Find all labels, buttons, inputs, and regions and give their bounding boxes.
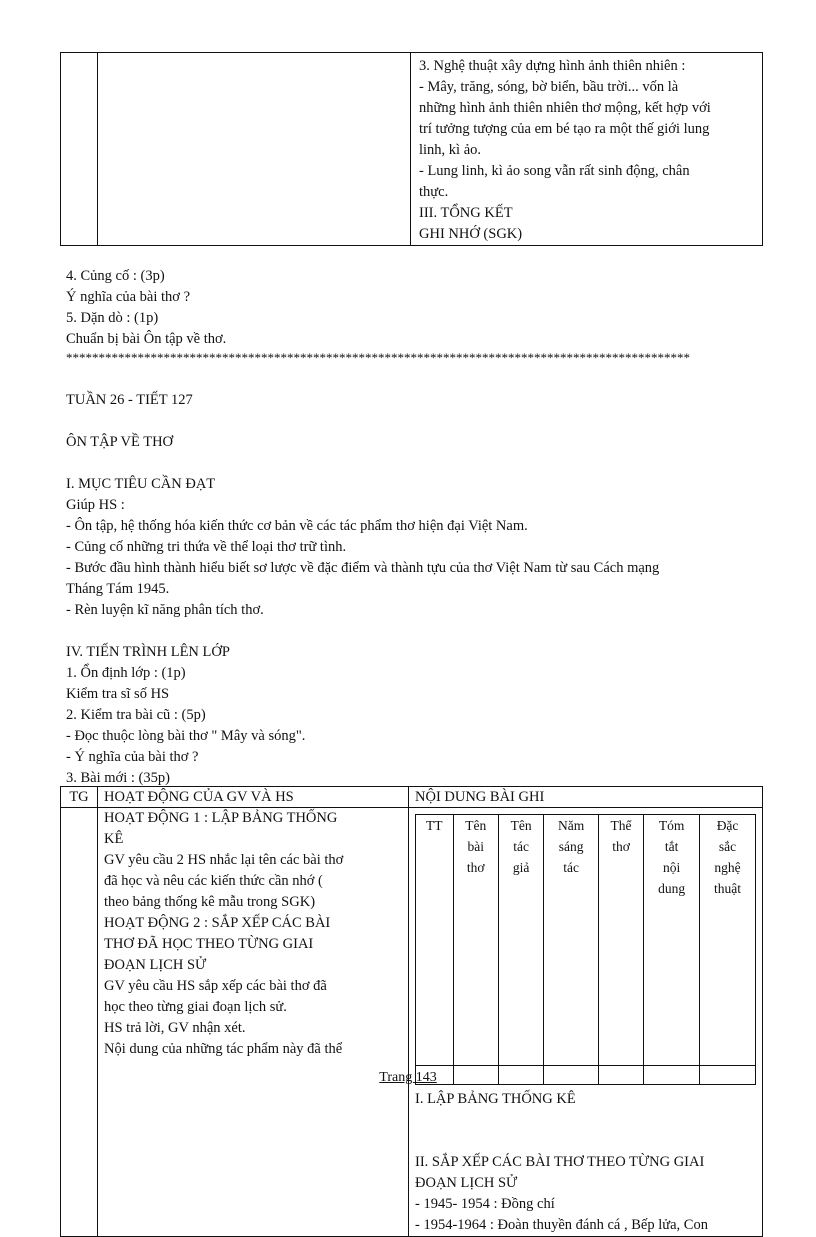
period-item: - 1945- 1954 : Đồng chí bbox=[415, 1196, 555, 1212]
separator-stars: ************************************************************************************************ bbox=[66, 350, 690, 365]
activity-line: đã học và nêu các kiến thức cần nhớ ( bbox=[104, 873, 323, 889]
header-activity: HOẠT ĐỘNG CỦA GV VÀ HS bbox=[98, 787, 409, 808]
content-line: - Lung linh, kì ảo song vẫn rất sinh động, chân bbox=[419, 163, 690, 179]
header-content: NỘI DUNG BÀI GHI bbox=[409, 787, 763, 808]
header-word: Tên bbox=[510, 818, 532, 833]
period-item: - 1954-1964 : Đoàn thuyền đánh cá , Bếp lửa, Con bbox=[415, 1217, 708, 1233]
content-line: GHI NHỚ (SGK) bbox=[419, 226, 523, 242]
right-items bbox=[415, 1194, 756, 1236]
content-line: III. TỔNG KẾT bbox=[419, 205, 513, 221]
activity-line: KÊ bbox=[104, 831, 124, 847]
header-word: giả bbox=[512, 860, 530, 875]
activity-line: THƠ ĐÃ HỌC THEO TỪNG GIAI bbox=[104, 936, 314, 952]
stat-table-header-cell bbox=[453, 815, 498, 1066]
top-table bbox=[60, 52, 763, 246]
stat-table-header-cell bbox=[544, 815, 599, 1066]
week-title: TUẦN 26 - TIẾT 127 bbox=[66, 392, 193, 408]
main-col-tg bbox=[61, 808, 98, 1237]
content-line: - Mây, trăng, sóng, bờ biển, bầu trời... vốn là bbox=[419, 79, 679, 95]
header-word: nội bbox=[663, 860, 681, 875]
page-number: Trang 143 bbox=[379, 1070, 437, 1085]
text-line: 4. Củng cố : (3p) bbox=[66, 268, 165, 284]
content-line: trí tưởng tượng của em bé tạo ra một thế giới lung bbox=[419, 121, 710, 137]
main-col-content bbox=[409, 808, 763, 1237]
text-line: Ý nghĩa của bài thơ ? bbox=[66, 289, 191, 305]
objective-line: Giúp HS : bbox=[66, 497, 125, 513]
header-word: tắt bbox=[664, 839, 679, 854]
heading-line: ĐOẠN LỊCH SỬ bbox=[415, 1175, 518, 1191]
stat-table-header bbox=[416, 815, 756, 1066]
header-word: sắc bbox=[718, 839, 737, 854]
procedure-line: - Ý nghĩa của bài thơ ? bbox=[66, 749, 199, 765]
main-col-activity bbox=[98, 808, 409, 1237]
right-heading-2 bbox=[415, 1152, 756, 1194]
objective-line: - Bước đầu hình thành hiểu biết sơ lược về đặc điểm và thành tựu của thơ Việt Nam từ sau Cách mạng bbox=[66, 560, 660, 576]
activity-text bbox=[98, 808, 408, 1060]
activity-line: GV yêu cầu 2 HS nhắc lại tên các bài thơ bbox=[104, 852, 344, 868]
header-word: tác bbox=[513, 839, 529, 854]
header-word: tác bbox=[563, 860, 579, 875]
procedure-line: Kiểm tra sĩ số HS bbox=[66, 686, 170, 702]
objective-line: - Củng cố những tri thứa về thể loại thơ trữ tình. bbox=[66, 539, 347, 555]
top-table-col-activity bbox=[98, 53, 411, 246]
header-word: dung bbox=[658, 881, 686, 896]
stat-table bbox=[415, 814, 756, 1085]
header-word: Tên bbox=[465, 818, 487, 833]
text-line: Chuẩn bị bài Ôn tập về thơ. bbox=[66, 331, 227, 347]
header-word: Thể bbox=[610, 818, 632, 833]
right-heading-1: I. LẬP BẢNG THỐNG KÊ bbox=[415, 1091, 576, 1107]
header-word: thơ bbox=[612, 839, 630, 854]
header-word: Tóm bbox=[658, 818, 685, 833]
header-word: nghệ bbox=[714, 860, 741, 875]
stat-table-header-cell bbox=[416, 815, 454, 1066]
activity-line: Nội dung của những tác phẩm này đã thể bbox=[104, 1041, 343, 1057]
procedure-line: 3. Bài mới : (35p) bbox=[66, 770, 170, 786]
activity-line: HOẠT ĐỘNG 1 : LẬP BẢNG THỐNG bbox=[104, 810, 338, 826]
objectives-list bbox=[66, 495, 766, 621]
page-footer bbox=[0, 1070, 816, 1086]
top-table-col-content bbox=[411, 53, 763, 246]
lesson-title: ÔN TẬP VỀ THƠ bbox=[66, 434, 174, 450]
stat-table-header-cell bbox=[598, 815, 643, 1066]
objectives-heading: I. MỤC TIÊU CẦN ĐẠT bbox=[66, 476, 216, 492]
header-word: sáng bbox=[558, 839, 584, 854]
stat-table-header-cell bbox=[700, 815, 756, 1066]
header-word: TT bbox=[426, 818, 443, 833]
procedure-section bbox=[66, 642, 766, 789]
heading-line: II. SẮP XẾP CÁC BÀI THƠ THEO TỪNG GIAI bbox=[415, 1154, 705, 1170]
objective-line: - Ôn tập, hệ thống hóa kiến thức cơ bản về các tác phẩm thơ hiện đại Việt Nam. bbox=[66, 518, 528, 534]
header-word: Đặc bbox=[716, 818, 739, 833]
stat-table-header-cell bbox=[644, 815, 700, 1066]
procedure-line: 2. Kiểm tra bài cũ : (5p) bbox=[66, 707, 206, 723]
objective-line: Tháng Tám 1945. bbox=[66, 581, 170, 597]
header-word: bài bbox=[467, 839, 484, 854]
text-line: 5. Dặn dò : (1p) bbox=[66, 310, 159, 326]
header-word: Năm bbox=[557, 818, 585, 833]
content-line: thực. bbox=[419, 184, 449, 200]
activity-line: ĐOẠN LỊCH SỬ bbox=[104, 957, 207, 973]
content-line: những hình ảnh thiên nhiên thơ mộng, kết hợp với bbox=[419, 100, 711, 116]
content-line: linh, kì ảo. bbox=[419, 142, 482, 158]
top-table-content bbox=[411, 53, 762, 245]
stat-table-header-cell bbox=[498, 815, 543, 1066]
procedure-line: 1. Ổn định lớp : (1p) bbox=[66, 665, 186, 681]
procedure-line: - Đọc thuộc lòng bài thơ " Mây và sóng". bbox=[66, 728, 306, 744]
content-line: 3. Nghệ thuật xây dựng hình ảnh thiên nhiên : bbox=[419, 58, 686, 74]
activity-line: theo bảng thống kê mẫu trong SGK) bbox=[104, 894, 316, 910]
activity-line: GV yêu cầu HS sắp xếp các bài thơ đã bbox=[104, 978, 327, 994]
header-word: thơ bbox=[466, 860, 485, 875]
header-tg: TG bbox=[61, 787, 98, 808]
activity-line: HOẠT ĐỘNG 2 : SẮP XẾP CÁC BÀI bbox=[104, 915, 331, 931]
procedure-line: IV. TIẾN TRÌNH LÊN LỚP bbox=[66, 644, 230, 660]
objective-line: - Rèn luyện kĩ năng phân tích thơ. bbox=[66, 602, 264, 618]
header-word: thuật bbox=[714, 881, 742, 896]
activity-line: HS trả lời, GV nhận xét. bbox=[104, 1020, 246, 1036]
activity-line: học theo từng giai đoạn lịch sử. bbox=[104, 999, 287, 1015]
main-table bbox=[60, 786, 763, 1237]
top-table-col-tg bbox=[61, 53, 98, 246]
lesson-end-section bbox=[66, 266, 766, 350]
